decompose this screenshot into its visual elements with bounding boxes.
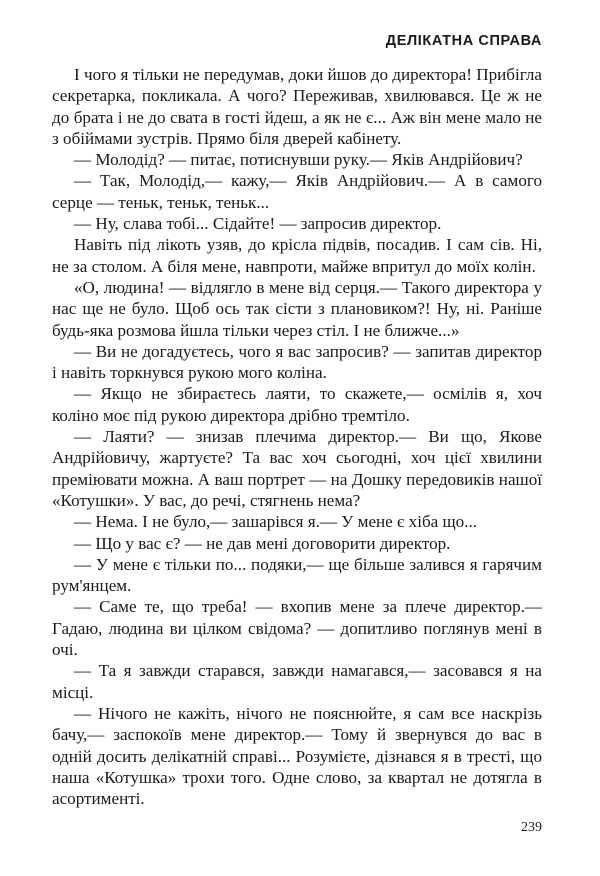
body-text [52, 64, 542, 809]
paragraph: — Якщо не збираєтесь лаяти, то скажете,— осмілів я, хоч коліно моє під рукою директора дрібно тремтіло. [52, 384, 542, 425]
paragraph: — Так, Молодід,— кажу,— Яків Андрійович.— А в самого серце — теньк, теньк, теньк... [52, 171, 542, 212]
paragraph: — Лаяти? — знизав плечима директор.— Ви що, Якове Андрійовичу, жартуєте? Та вас хоч сьогодні, хоч цієї хвилини преміювати можна. А ваш портрет — на Дошку передовиків нашої «Котушки». У вас, до речі, стягнень нема? [52, 427, 542, 510]
paragraph: — Що у вас є? — не дав мені договорити директор. [74, 533, 451, 553]
paragraph: Навіть під лікоть узяв, до крісла підвів, посадив. І сам сів. Ні, не за столом. А біля мене, навпроти, майже впритул до моїх колін. [52, 235, 542, 276]
paragraph: — Ви не догадуєтесь, чого я вас запросив? — запитав директор і навіть торкнувся рукою мого коліна. [52, 341, 542, 383]
paragraph: — Молодід? — питає, потиснувши руку.— Яків Андрійович? [74, 150, 523, 170]
paragraph: — Нічого не кажіть, нічого не пояснюйте, я сам все наскрізь бачу,— заспокоїв мене директор.— Тому й звернувся до вас в одній досить делікатній справі... Розумієте, дізнався я в тресті, що наша «Котушка» трохи того. Одне слово, за квартал не дотягла в асортименті. [52, 703, 542, 809]
page-number: 239 [521, 820, 542, 835]
paragraph: — У мене є тільки по... подяки,— ще більше залився я гарячим рум'янцем. [52, 554, 542, 596]
paragraph: — Ну, слава тобі... Сідайте! — запросив директор. [74, 214, 442, 234]
running-title: ДЕЛІКАТНА СПРАВА [385, 33, 542, 49]
paragraph: «О, людина! — відлягло в мене від серця.— Такого директора у нас ще не було. Щоб ось так сісти з плановиком?! Ну, ні. Раніше будь-яка розмова йшла тільки через стіл. І не ближче...» [52, 277, 542, 340]
paragraph: — Нема. І не було,— зашарівся я.— У мене є хіба що... [74, 512, 478, 532]
paragraph: — Саме те, що треба! — вхопив мене за плече директор.— Гадаю, людина ви цілком свідома? — допитливо поглянув мені в очі. [52, 597, 542, 660]
paragraph: І чого я тільки не передумав, доки йшов до директора! Прибігла секретарка, покликала. А чого? Переживав, хвилювався. Це ж не до брата і не до свата в гості йдеш, а як не є... Аж він мене мало не з обіймами зустрів. Прямо біля дверей кабінету. [52, 65, 542, 148]
book-page [52, 0, 542, 876]
paragraph: — Та я завжди старався, завжди намагався,— засовався я на місці. [52, 661, 542, 702]
